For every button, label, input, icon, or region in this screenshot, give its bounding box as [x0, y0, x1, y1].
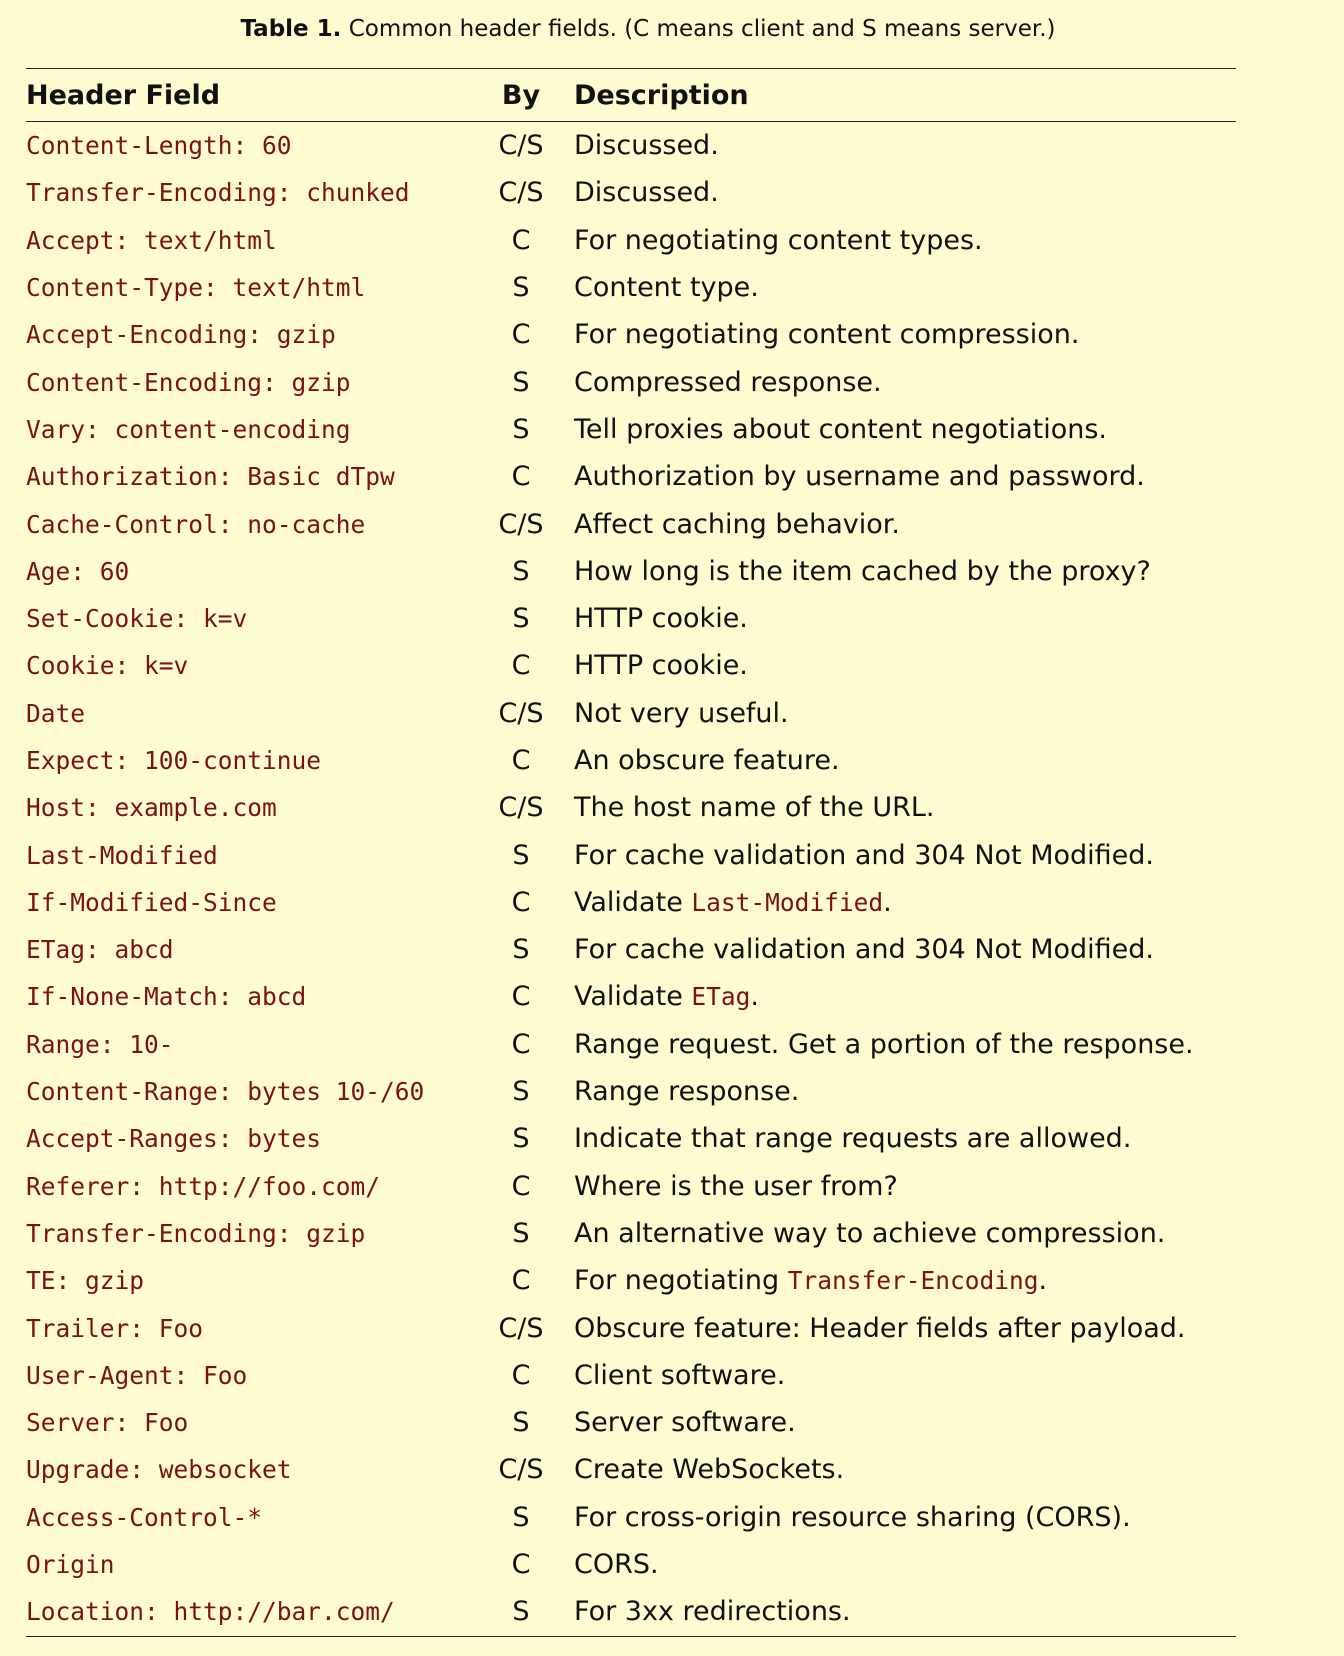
header-field-cell: Transfer-Encoding: chunked [26, 178, 410, 208]
table-caption [0, 16, 1296, 42]
description-cell: Client software. [574, 1359, 786, 1391]
description-cell: Not very useful. [574, 697, 789, 729]
header-field-cell: Referer: http://foo.com/ [26, 1171, 381, 1201]
table-row [26, 1588, 1236, 1635]
description-cell: HTTP cookie. [574, 603, 748, 635]
description-cell: An alternative way to achieve compression. [574, 1217, 1166, 1249]
header-field-cell: Content-Range: bytes 10-/60 [26, 1077, 425, 1107]
table-row [26, 831, 1236, 878]
description-cell [558, 973, 1236, 1020]
description-cell: For negotiating content compression. [574, 319, 1080, 351]
description-code: Transfer-Encoding [787, 1266, 1039, 1296]
table-row [26, 926, 1236, 973]
by-cell: S [512, 1407, 530, 1439]
caption-text: Common header fields. (C means client and S means server.) [341, 16, 1056, 42]
table-row [26, 1304, 1236, 1351]
table-row [26, 311, 1236, 358]
by-cell: C [511, 1359, 531, 1391]
header-field-cell: Content-Type: text/html [26, 273, 366, 303]
by-cell: S [512, 934, 530, 966]
header-field-cell: Trailer: Foo [26, 1313, 204, 1343]
description-cell: Tell proxies about content negotiations. [574, 413, 1107, 445]
header-field-cell: Transfer-Encoding: gzip [26, 1218, 366, 1248]
header-field-cell: Date [26, 698, 86, 728]
table-row [26, 1494, 1236, 1541]
table-row [26, 879, 1236, 926]
description-cell: For cache validation and 304 Not Modified. [574, 839, 1154, 871]
header-field-cell: Cache-Control: no-cache [26, 509, 366, 539]
by-cell: C [511, 745, 531, 776]
by-cell: S [512, 272, 530, 304]
description-column-heading: Description [558, 69, 1236, 122]
description-code: Last-Modified [691, 887, 884, 917]
description-cell: Discussed. [574, 177, 719, 209]
description-cell: An obscure feature. [574, 745, 840, 776]
description-cell: The host name of the URL. [574, 792, 935, 824]
table-row [26, 690, 1236, 737]
by-cell: C [511, 981, 531, 1013]
by-cell: C [511, 886, 531, 918]
table-row [26, 453, 1236, 500]
header-field-cell: Expect: 100-continue [26, 746, 322, 775]
description-text: Validate [574, 981, 692, 1013]
description-cell: Where is the user from? [574, 1170, 898, 1202]
table-row [26, 1399, 1236, 1446]
description-cell: For 3xx redirections. [574, 1596, 851, 1628]
description-cell: Affect caching behavior. [574, 508, 900, 540]
by-cell: S [512, 1501, 530, 1533]
header-field-cell: Range: 10- [26, 1029, 174, 1059]
header-field-cell: Upgrade: websocket [26, 1455, 292, 1485]
header-field-cell: Last-Modified [26, 840, 218, 870]
description-code: ETag [691, 982, 751, 1012]
description-cell [558, 879, 1236, 926]
header-field-cell: If-Modified-Since [26, 887, 277, 917]
by-cell: S [512, 1596, 530, 1628]
caption-label: Table 1. [240, 16, 342, 42]
description-cell: Authorization by username and password. [574, 461, 1145, 493]
by-cell: C/S [498, 1312, 544, 1344]
description-text: For negotiating [574, 1265, 788, 1297]
description-cell: Indicate that range requests are allowed. [574, 1123, 1132, 1155]
header-field-cell: Access-Control-* [26, 1502, 263, 1532]
description-cell: Content type. [574, 272, 759, 304]
table-row [26, 548, 1236, 595]
header-field-cell: Cookie: k=v [26, 651, 189, 681]
by-cell: S [512, 839, 530, 871]
header-fields-table [26, 68, 1236, 1637]
by-cell: C/S [498, 130, 544, 162]
table-row [26, 1115, 1236, 1162]
description-cell: Obscure feature: Header fields after payload. [574, 1312, 1186, 1344]
description-cell: Create WebSockets. [574, 1454, 845, 1486]
table-row [26, 1163, 1236, 1210]
table-row [26, 973, 1236, 1020]
header-field-cell: Server: Foo [26, 1408, 189, 1438]
by-cell: C/S [498, 177, 544, 209]
table-body [26, 122, 1236, 1636]
by-cell: S [512, 413, 530, 445]
by-cell: S [512, 1123, 530, 1155]
table-row [26, 406, 1236, 453]
description-text: Validate [574, 886, 692, 918]
header-field-cell: Host: example.com [26, 793, 277, 823]
by-cell: C [511, 1265, 531, 1297]
description-text: . [750, 981, 759, 1013]
by-cell: C [511, 1028, 531, 1060]
description-cell [558, 1257, 1236, 1304]
header-field-column-heading: Header Field [26, 69, 484, 122]
description-text: . [1038, 1265, 1048, 1297]
header-field-cell: TE: gzip [26, 1266, 145, 1296]
by-cell: S [512, 1217, 530, 1249]
header-field-cell: User-Agent: Foo [26, 1360, 248, 1390]
table-row [26, 358, 1236, 405]
header-field-cell: Location: http://bar.com/ [26, 1597, 395, 1627]
by-cell: S [512, 603, 530, 635]
header-field-cell: ETag: abcd [26, 935, 174, 965]
by-cell: S [512, 1076, 530, 1108]
header-field-cell: Accept-Encoding: gzip [26, 320, 336, 350]
header-field-cell: Vary: content-encoding [26, 414, 351, 444]
header-field-cell: Age: 60 [26, 556, 130, 586]
description-cell: Range request. Get a portion of the response. [574, 1028, 1194, 1060]
by-cell: C [511, 461, 531, 493]
by-column-heading: By [484, 69, 558, 122]
by-cell: S [512, 555, 530, 587]
by-cell: C [511, 1549, 531, 1581]
header-field-cell: Authorization: Basic dTpw [26, 462, 395, 492]
description-cell: How long is the item cached by the proxy? [574, 555, 1151, 587]
table-row [26, 1210, 1236, 1257]
by-cell: C/S [498, 1454, 544, 1486]
header-field-cell: Content-Encoding: gzip [26, 367, 351, 397]
description-cell: Discussed. [574, 130, 719, 162]
description-cell: HTTP cookie. [574, 650, 748, 682]
table-row [26, 1021, 1236, 1068]
header-field-cell: Accept: text/html [26, 225, 277, 255]
by-cell: C/S [498, 792, 544, 824]
description-cell: Server software. [574, 1407, 796, 1439]
table-row [26, 122, 1236, 170]
table-row [26, 169, 1236, 216]
by-cell: C [511, 650, 531, 682]
table-row [26, 1541, 1236, 1588]
description-cell: Compressed response. [574, 366, 882, 398]
by-cell: C/S [498, 697, 544, 729]
description-text: . [883, 886, 892, 918]
by-cell: C [511, 1170, 531, 1202]
table-row [26, 1352, 1236, 1399]
header-field-cell: If-None-Match: abcd [26, 982, 307, 1012]
description-cell: CORS. [574, 1549, 659, 1581]
header-field-cell: Set-Cookie: k=v [26, 604, 248, 634]
description-cell: For negotiating content types. [574, 224, 983, 256]
by-cell: C/S [498, 508, 544, 540]
header-field-cell: Content-Length: 60 [26, 131, 292, 161]
table-row [26, 642, 1236, 689]
description-cell: Range response. [574, 1076, 800, 1108]
table-row [26, 500, 1236, 547]
header-field-cell: Accept-Ranges: bytes [26, 1124, 322, 1154]
table-row [26, 784, 1236, 831]
description-cell: For cross-origin resource sharing (CORS). [574, 1501, 1131, 1533]
description-cell: For cache validation and 304 Not Modified. [574, 934, 1154, 966]
by-cell: S [512, 366, 530, 398]
by-cell: C [511, 224, 531, 256]
table-row [26, 595, 1236, 642]
table-header-row [26, 69, 1236, 122]
table-row [26, 1446, 1236, 1493]
table-row [26, 737, 1236, 784]
table-row [26, 1068, 1236, 1115]
table-row [26, 1257, 1236, 1304]
by-cell: C [511, 319, 531, 351]
table-row [26, 217, 1236, 264]
header-field-cell: Origin [26, 1550, 115, 1580]
table-row [26, 264, 1236, 311]
